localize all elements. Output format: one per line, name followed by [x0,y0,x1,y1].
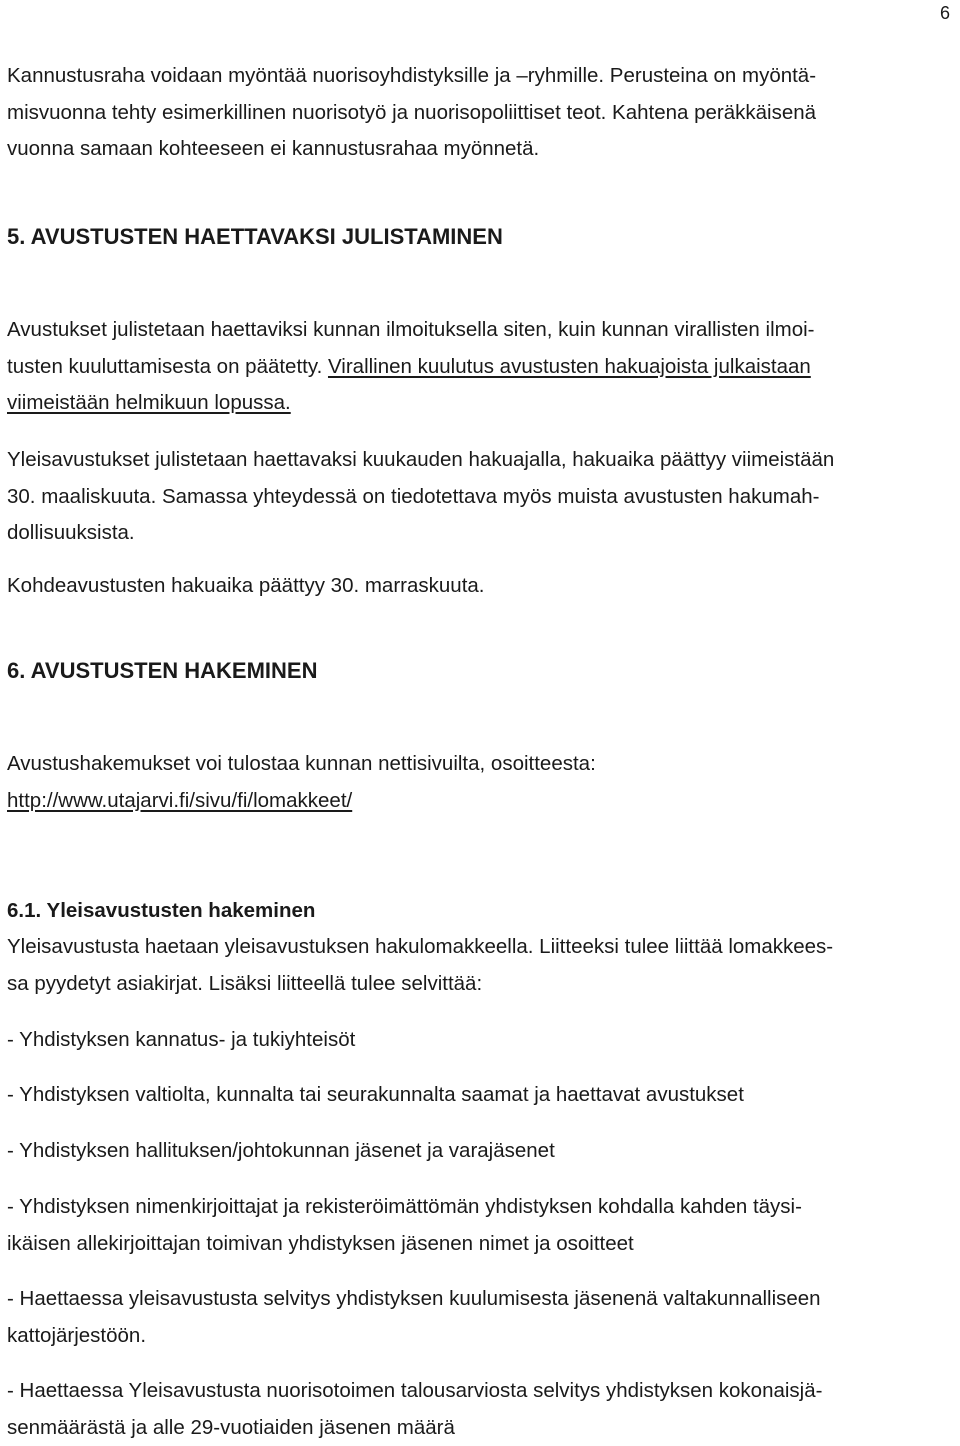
section-5-paragraph-2 [7,442,953,552]
paragraph-line: Yleisavustukset julistetaan haettavaksi kuukauden hakuajalla, hakuaika päättyy viimeistään [7,442,953,479]
list-item-line: - Yhdistyksen nimenkirjoittajat ja rekisteröimättömän yhdistyksen kohdalla kahden täysi- [7,1189,953,1226]
paragraph-line [7,349,953,386]
list-item [7,1373,953,1446]
intro-line: vuonna samaan kohteeseen ei kannustusrahaa myönnetä. [7,131,953,168]
list-item-line: - Haettaessa yleisavustusta selvitys yhdistyksen kuulumisesta jäsenenä valtakunnalliseen [7,1281,953,1318]
section-6-heading: 6. AVUSTUSTEN HAKEMINEN [7,653,953,690]
intro-line: misvuonna tehty esimerkillinen nuorisotyö ja nuorisopoliittiset teot. Kahtena peräkkäisenä [7,95,953,132]
forms-url-link[interactable]: http://www.utajarvi.fi/sivu/fi/lomakkeet/ [7,789,352,812]
list-item [7,1133,953,1170]
announcement-link[interactable]: Virallinen kuulutus avustusten hakuajoista julkaistaan [328,355,811,378]
paragraph-line: Avustukset julistetaan haettaviksi kunnan ilmoituksella siten, kuin kunnan virallisten ilmoi- [7,312,953,349]
list-item-line: kattojärjestöön. [7,1318,953,1355]
section-5-heading: 5. AVUSTUSTEN HAETTAVAKSI JULISTAMINEN [7,219,953,256]
paragraph-line: 30. maaliskuuta. Samassa yhteydessä on tiedotettava myös muista avustusten hakumah- [7,479,953,516]
list-item-line: ikäisen allekirjoittajan toimivan yhdistyksen jäsenen nimet ja osoitteet [7,1226,953,1263]
list-item-line: senmäärästä ja alle 29-vuotiaiden jäsenen määrä [7,1410,953,1446]
paragraph-line [7,783,953,820]
section-5-paragraph-1 [7,312,953,422]
section-5-paragraph-3: Kohdeavustusten hakuaika päättyy 30. marraskuuta. [7,568,953,605]
list-item [7,1189,953,1262]
paragraph-line: sa pyydetyt asiakirjat. Lisäksi liitteellä tulee selvittää: [7,966,953,1003]
list-item [7,1077,953,1114]
list-item-line: - Yhdistyksen kannatus- ja tukiyhteisöt [7,1022,953,1059]
intro-line: Kannustusraha voidaan myöntää nuorisoyhdistyksille ja –ryhmille. Perusteina on myöntä- [7,58,953,95]
intro-paragraph [7,58,953,168]
paragraph-line [7,385,953,422]
paragraph-line: Avustushakemukset voi tulostaa kunnan nettisivuilta, osoitteesta: [7,746,953,783]
section-6-1-heading: 6.1. Yleisavustusten hakeminen [7,893,953,930]
list-item [7,1022,953,1059]
list-item [7,1281,953,1354]
paragraph-line: Yleisavustusta haetaan yleisavustuksen hakulomakkeella. Liitteeksi tulee liittää lomakkees- [7,929,953,966]
paragraph-text: tusten kuuluttamisesta on päätetty. [7,355,328,378]
list-item-line: - Haettaessa Yleisavustusta nuorisotoimen talousarviosta selvitys yhdistyksen kokonaisjä- [7,1373,953,1410]
list-item-line: - Yhdistyksen hallituksen/johtokunnan jäsenet ja varajäsenet [7,1133,953,1170]
announcement-link[interactable]: viimeistään helmikuun lopussa. [7,391,291,414]
section-6-1-paragraph [7,929,953,1002]
list-item-line: - Yhdistyksen valtiolta, kunnalta tai seurakunnalta saamat ja haettavat avustukset [7,1077,953,1114]
paragraph-line: dollisuuksista. [7,515,953,552]
section-6-paragraph [7,746,953,819]
page-number: 6 [940,2,950,24]
